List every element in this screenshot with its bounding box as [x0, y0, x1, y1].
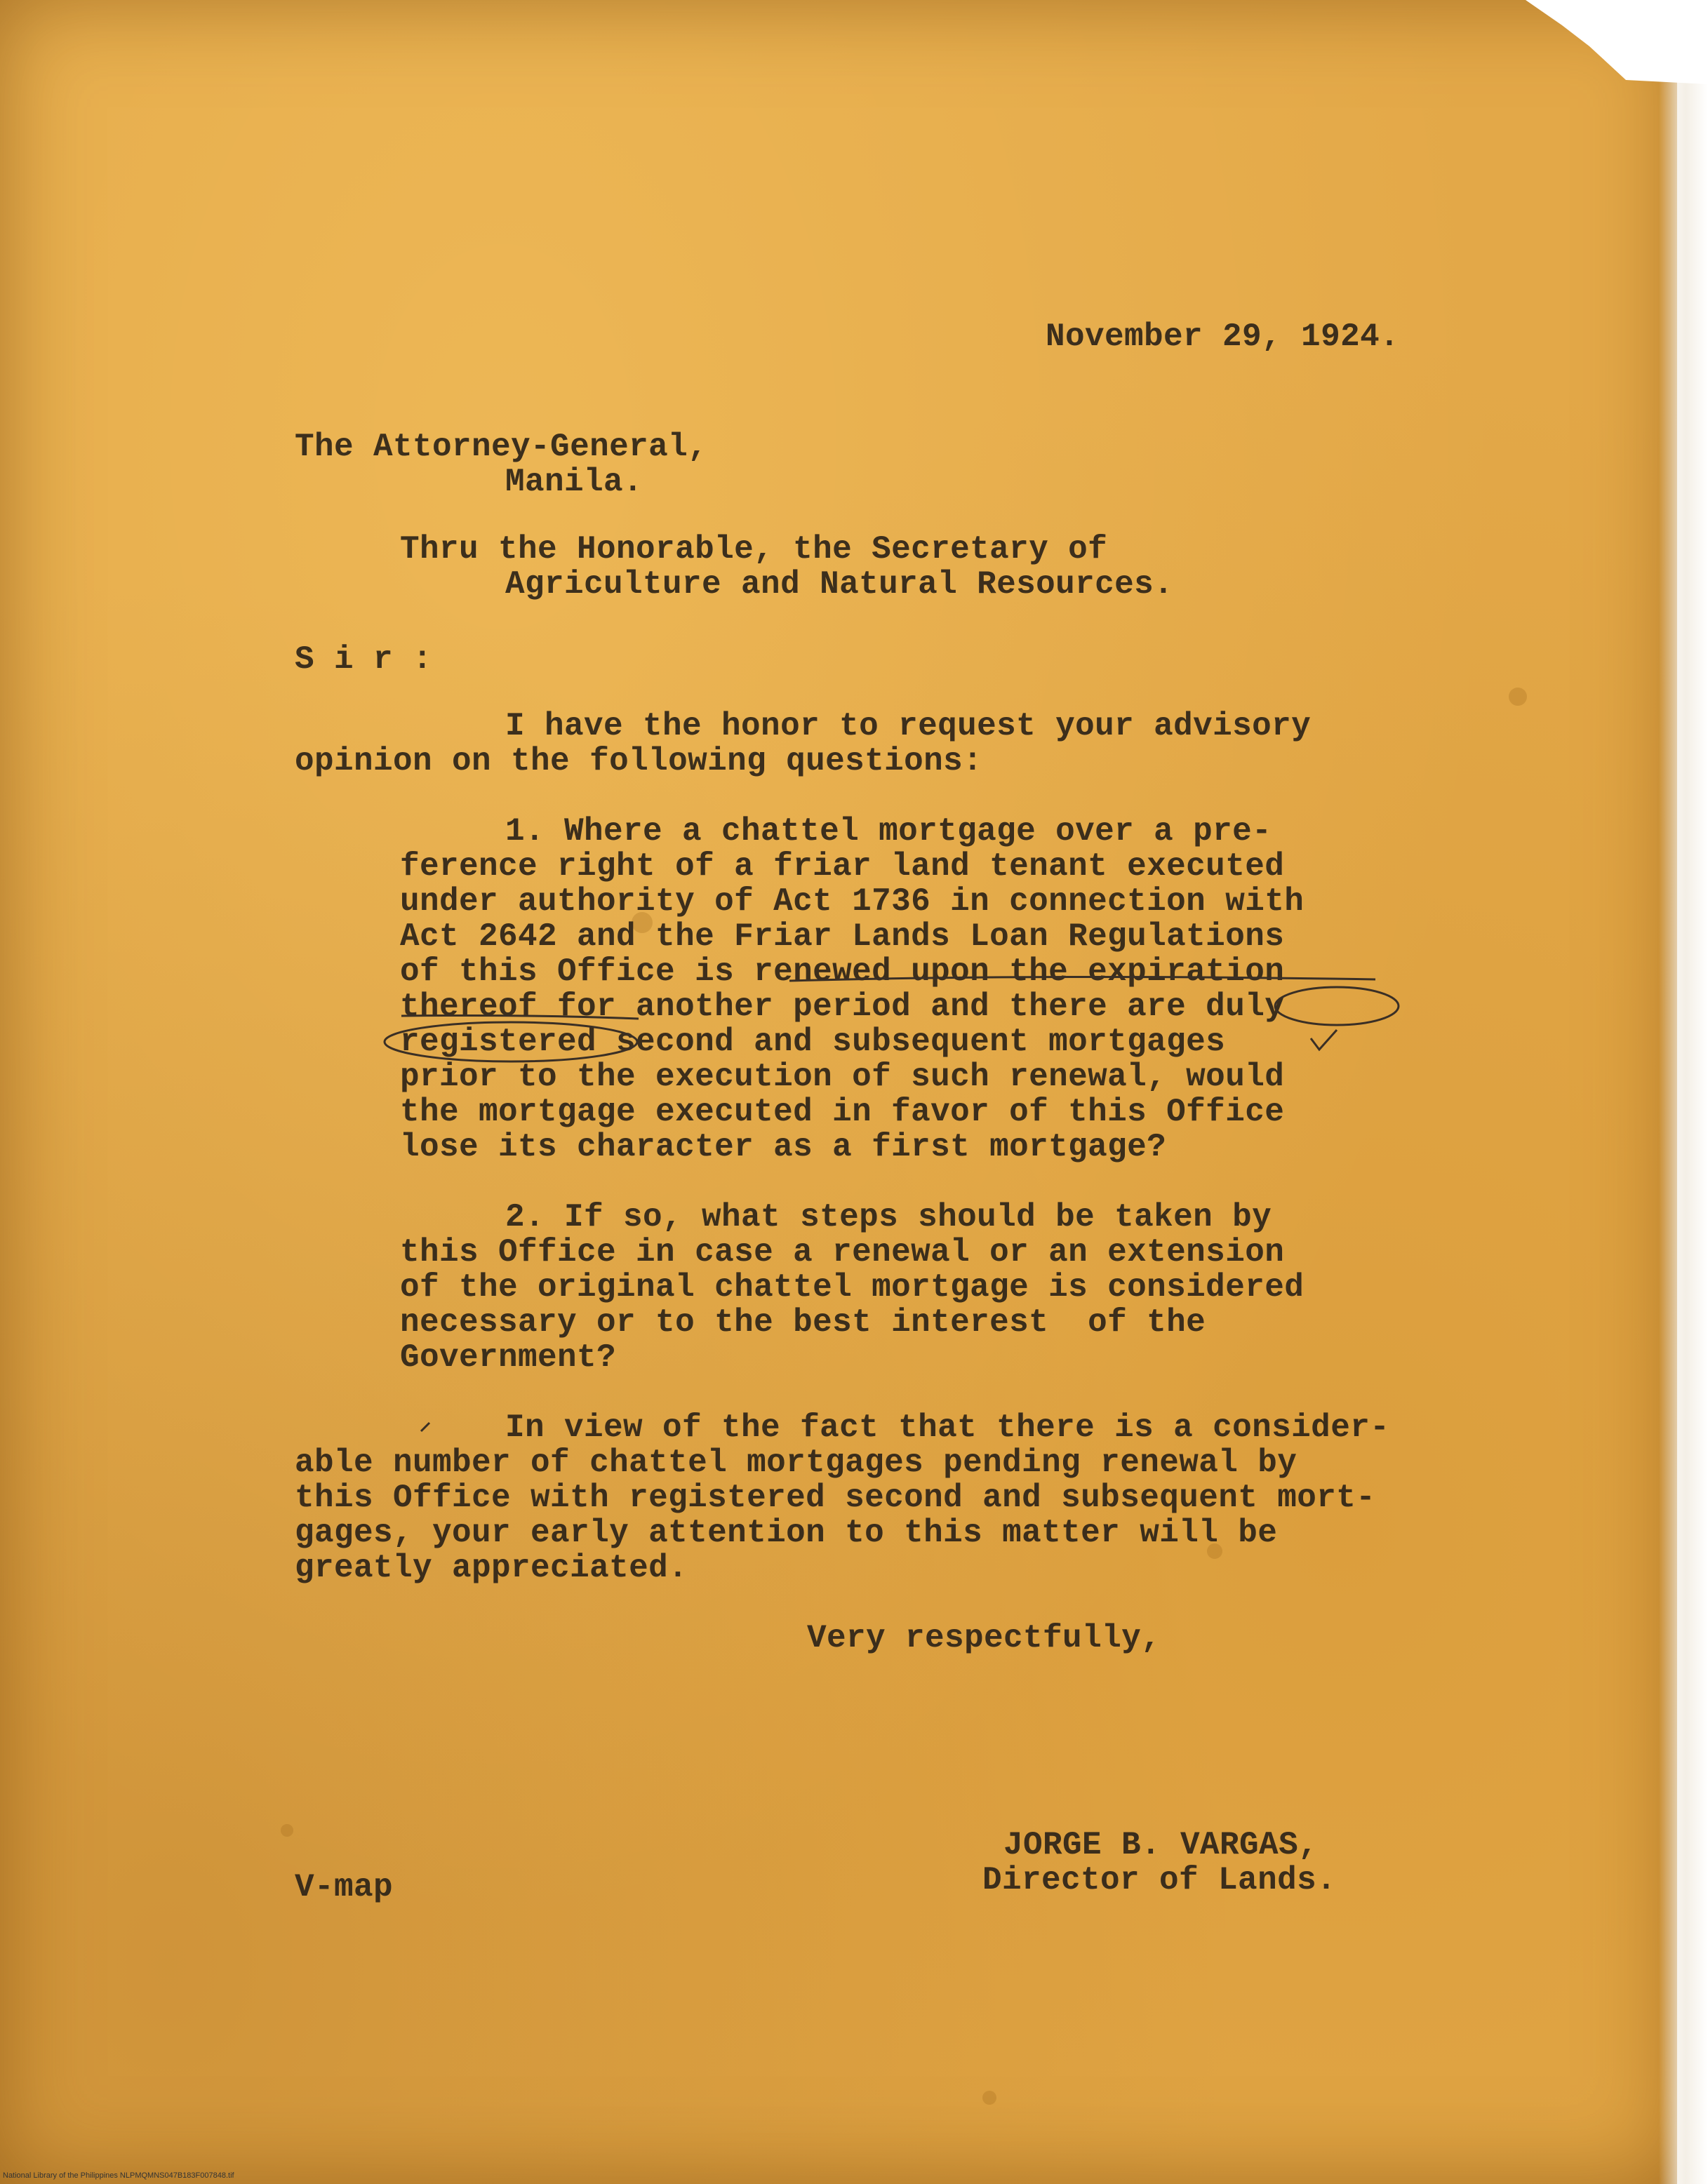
question-1-line: ference right of a friar land tenant executed: [400, 848, 1285, 885]
check-mark: [1311, 1030, 1337, 1050]
question-2-line: necessary or to the best interest of the: [400, 1304, 1206, 1341]
question-1-line: thereof for another period and there are duly: [400, 989, 1285, 1025]
underline-mark: [401, 1016, 639, 1019]
signer-name: JORGE B. VARGAS,: [1003, 1827, 1319, 1863]
underline-mark: [789, 977, 1375, 981]
circle-mark: [1275, 987, 1399, 1025]
question-1-line: prior to the execution of such renewal, would: [400, 1059, 1285, 1095]
addressee-city: Manila.: [505, 464, 643, 500]
question-2-line: of the original chattel mortgage is considered: [400, 1269, 1305, 1306]
pen-tick: [421, 1423, 429, 1431]
closing-paragraph-line: able number of chattel mortgages pending renewal by: [295, 1445, 1297, 1481]
question-1-line: Act 2642 and the Friar Lands Loan Regulations: [400, 918, 1285, 955]
question-1-line: lose its character as a first mortgage?: [400, 1129, 1167, 1165]
question-2-line: this Office in case a renewal or an extension: [400, 1234, 1285, 1271]
thru-line: Agriculture and Natural Resources.: [505, 566, 1174, 603]
addressee-line: The Attorney-General,: [295, 429, 708, 465]
closing-paragraph-line: this Office with registered second and subsequent mort-: [295, 1480, 1376, 1516]
closing-paragraph-line: greatly appreciated.: [295, 1550, 688, 1586]
intro-line: opinion on the following questions:: [295, 743, 983, 779]
question-2-line: Government?: [400, 1339, 617, 1376]
complimentary-close: Very respectfully,: [807, 1620, 1161, 1656]
signer-title: Director of Lands.: [982, 1862, 1337, 1898]
closing-paragraph-line: gages, your early attention to this matter will be: [295, 1515, 1278, 1551]
salutation: S i r :: [295, 641, 433, 678]
closing-paragraph-line: In view of the fact that there is a consider-: [505, 1409, 1390, 1446]
question-1-line: of this Office is renewed upon the expiration: [400, 953, 1285, 990]
letter-date: November 29, 1924.: [1046, 319, 1400, 355]
thru-line: Thru the Honorable, the Secretary of: [400, 531, 1108, 568]
archive-footer: National Library of the Philippines NLPMQMNS047B183F007848.tif: [3, 2171, 234, 2180]
question-1-line: the mortgage executed in favor of this Office: [400, 1094, 1285, 1130]
footer-strip: [0, 2169, 491, 2184]
typist-initials: V-map: [295, 1869, 394, 1905]
intro-line: I have the honor to request your advisory: [505, 708, 1312, 744]
circle-mark: [385, 1022, 637, 1061]
question-1-line: under authority of Act 1736 in connection with: [400, 883, 1305, 920]
question-2-line: 2. If so, what steps should be taken by: [505, 1199, 1272, 1235]
question-1-line: 1. Where a chattel mortgage over a pre-: [505, 813, 1272, 850]
question-1-line: registered second and subsequent mortgages: [400, 1024, 1226, 1060]
